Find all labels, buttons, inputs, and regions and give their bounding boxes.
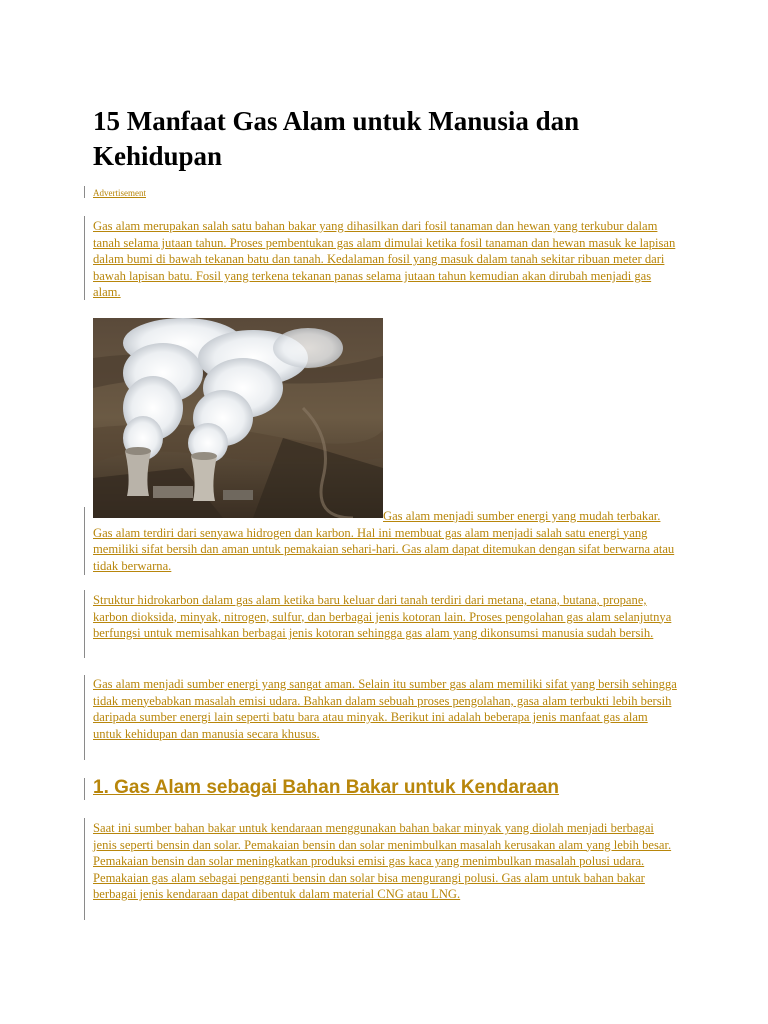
left-border-p3 [84,675,85,760]
left-border-h2 [84,778,85,800]
section-1-paragraph[interactable]: Saat ini sumber bahan bakar untuk kendaraan menggunakan bahan bakar minyak yang diolah menjadi berbagai jenis seperti bensin dan solar. Pemakaian bensin dan solar menimbulkan masalah kerusakan alam yang lebih besar. Pemakaian bensin dan solar meningkatkan produksi emisi gas kaca yang menimbulkan masalah polusi udara. Pemakaian gas alam sebagai pengganti bensin dan solar bisa mengurangi polusi. Gas alam untuk bahan bakar berbagai jenis kendaraan dapat dibentuk dalam material CNG atau LNG. [93,821,672,902]
hydrocarbon-paragraph[interactable]: Struktur hidrokarbon dalam gas alam ketika baru keluar dari tanah terdiri dari metana, etana, butana, propane, karbon dioksida, minyak, nitrogen, sulfur, dan berbagai jenis kotoran lain. Proses pengolahan gas alam selanjutnya berfungsi untuk memisahkan berbagai jenis kotoran sehingga gas alam yang dikonsumsi manusia sudah bersih. [93,593,672,641]
image-caption-paragraph[interactable]: Gas alam menjadi sumber energi yang mudah terbakar. Gas alam terdiri dari senyawa hidrogen dan karbon. Hal ini membuat gas alam menjadi salah satu energi yang memiliki sifat bersih dan aman untuk pemakaian sehari-hari. Gas alam dapat ditemukan dengan sifat berwarna atau tidak berwarna. [93,509,675,573]
left-border-ad [84,186,85,198]
left-border-p2 [84,590,85,658]
article-title: 15 Manfaat Gas Alam untuk Manusia dan Kehidupan [93,106,580,171]
intro-paragraph[interactable]: Gas alam merupakan salah satu bahan bakar yang dihasilkan dari fosil tanaman dan hewan yang terkubur dalam tanah selama jutaan tahun. Proses pembentukan gas alam dimulai ketika fosil tanaman dan hewan masuk ke lapisan dalam bumi di bawah tekanan batu dan tanah. Kedalaman fosil yang masuk dalam tanah sekitar ribuan meter dari bawah lapisan batu. Fosil yang terkena tekanan panas selama jutaan tahun kemudian akan dirubah menjadi gas alam. [93,219,676,300]
power-plant-photo [93,318,383,518]
section-1-heading[interactable]: 1. Gas Alam sebagai Bahan Bakar untuk Kendaraan [93,777,560,798]
left-border-caption [84,507,85,575]
advertisement-link[interactable]: Advertisement [93,188,146,198]
left-border-intro [84,216,85,300]
safety-paragraph[interactable]: Gas alam menjadi sumber energi yang sangat aman. Selain itu sumber gas alam memiliki sifat yang bersih sehingga tidak menyebabkan masalah emisi udara. Bahkan dalam sebuah proses pengolahan, gasa alam terbukti lebih bersih daripada sumber energi lain seperti batu bara atau minyak. Berikut ini adalah beberapa jenis manfaat gas alam untuk kehidupan dan manusia secara khusus. [93,677,677,741]
left-border-s1 [84,818,85,920]
